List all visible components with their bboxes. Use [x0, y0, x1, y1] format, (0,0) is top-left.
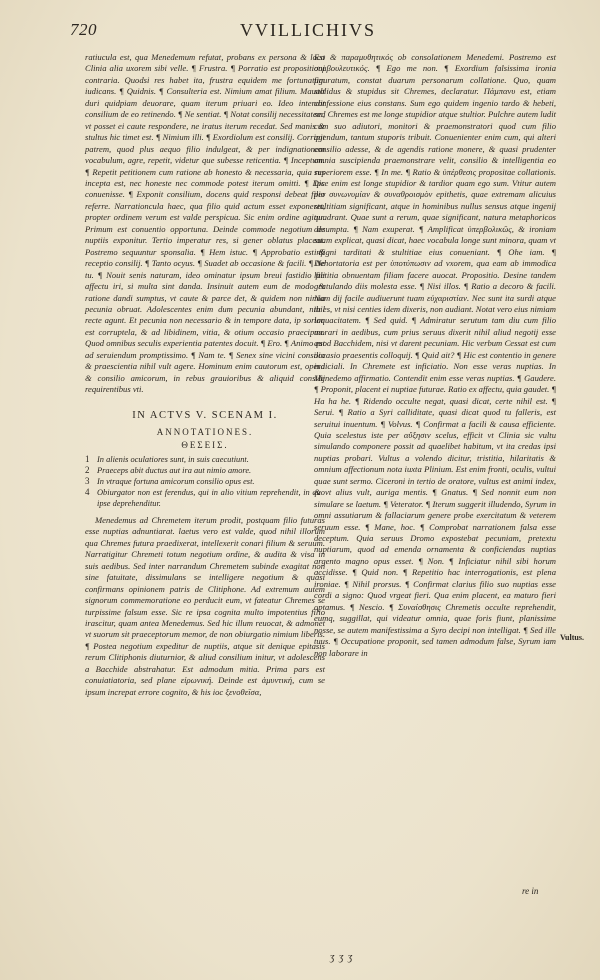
- thesis-text: Praeceps abit ductus aut ira aut nimio amore.: [97, 465, 252, 475]
- margin-note: Vultus.: [560, 633, 584, 642]
- thesis-number: 2: [85, 464, 90, 475]
- scene-commentary-paragraph: Menedemus ad Chremetem iterum prodit, postquam filio futuras esse nuptias adnuntiarat. laetus vero est valde, quod nihil illorum qua Chremes futura praedixerat, intellexerit conari filium & seruum. Narratigitur Chremeti totum negotium ordine, & audita & visa in suis aedibus. Sed inter narrandum Chremetem subinde exagitat non sine fatuitate, dissimulans se intelligere negotium & quasi confirmans opinionem patris de Clitiphone. Ad extremum autem signorum commemoratione eo perducit eum, vt fateatur Chremes se turpissime falsum esse. Sic re ipsa cognita multo impotentius filio irascitur, quam antea Menedemus. Sed hic illum reuocat, & admonet vt suorum sit praeceptorum memor, de non obiurgatio nimium liberis. ¶ Postea negotium expeditur de nuptiis, atque sit denique epitasis rerum Clitiphonis diuturnior, & aliud consilium initur, vt adolescens a Bacchide abstrahatur. Est admodum mitia. Prima pars est conuiatiatoria, sed plane εἰρωνική. Deinde est ἀμυντική, cum se ipsum increpat errore cognito, & his ioc ξενοθεῖσα,: [85, 514, 325, 697]
- thesis-item: [85, 476, 325, 487]
- page-header: [70, 20, 560, 46]
- thesis-item: [85, 487, 325, 509]
- signature-mark: ʒ ʒ ʒ: [330, 952, 354, 963]
- left-column: [85, 52, 325, 698]
- thesis-text: In alienis oculatiores sunt, in suis caecutiunt.: [97, 454, 249, 464]
- thesis-item: [85, 454, 325, 465]
- right-column: [314, 52, 556, 659]
- catchword: re in: [522, 886, 539, 896]
- annotations-heading: ANNOTATIONES.: [156, 427, 254, 438]
- thesis-number: 1: [85, 453, 90, 464]
- commentary-paragraph: ratiucula est, qua Menedemum refutat, probans ex persona & loco Clinia alia uxorem sibi velle. ¶ Frustra. ¶ Porratio est propositioni contraria. Quodsi res habet ita, frustra equidem me fortunatum iudicans. ¶ Quidnis. ¶ Consulteria est. Nimium amat filium. Mauult duri quidpiam deuorare, quam iterum priuari eo. Ideo intendit consilium de eo retinendo. ¶ Ne sentiat. ¶ Notat consilij necessitatem, vt posset ei caute respondere, ne iratus iterum recedat. Sed manis & stultus hic timet est. ¶ Nimium illi. ¶ Exordiolum est consilij. Corripit patrem, quod plus aequo filio indulgeat, & per indignationem vocabulum, agre, repetit, videtur que subesse reticentia. ¶ Inceptum. ¶ Repetit petitionem cum ratione ab honesto & necessaria, quia res incepta est, nec honeste nec commode potest iterum omitti. ¶ Dic conuenisse. ¶ Exponit consilium, docens quid responsi debeat filio referre. Narrationcula haec, qua filio quid actum esset exponeret, propter ordinem verum est valde perspicua. Sic enim ordine agitur. Primum est conuentio opportuna. Deinde commode negotium de nuptiis exponitur. Tertio imperatur res, si gener oblatus placeat. Postremo sequuntur sponsalia. ¶ Hem istuc. ¶ Approbatio est & receptio consilij. ¶ Tanto ocyus. ¶ Suadet ab occasione & facili. ¶ Ne tu. ¶ Nouit senis naturam, ideo ominatur ipsum breui fastidio fili affectu iri, si multa sint danda. Insinuit autem eum de modo & ratione dandi sumptus, vt caute & parce det, & quidem non nimia pecunia obruat. Adolescentes enim dum pecunia abundant, nihil recte agunt. Et pecunia non necessario & in tempore data, ip sorum est corruptela, & ad libidinem, vitia, & otium occasio praecipua. Quod omnibus seculis experientia patentes docuit. ¶ Ero. ¶ Animo est ad seruiendum promptissimo. ¶ Nam te. ¶ Senex sine vicini consilio & praescientia nihil vult agere. Hominum enim cautorum est, opera & consilio amicorum, in rebus grauioribus & aliquid consilij requirentibus vti.: [85, 52, 325, 395]
- theses-heading: ΘΕΣΕΙΣ.: [181, 439, 229, 450]
- commentary-paragraph: Est & παραμυθητικός ob consolationem Menedemi. Postremo est συμβουλευτικός. ¶ Ego me non. ¶ Exordium falsissima ironia figuratum, constat duarum personarum collatione. Quo, quam stolidus & stupidus sit Chremes, declaratur. Πάμπανυ est, etiam confessione eius constans. Sum ego quidem ingenio tardo & hebeti, sed Chremes est me longe stupidior atque stultior. Pulchre autem ludit cum suo adiutori, monitori & praemonstratori quod cum filio agendum, tantum stuporis tribuit. Conuenienter enim cum, qui alteri consilio adesse, & de agendis ratione monere, & quasi prudenter omnia suscipienda praemonstrare velit, consilio & intelligentia eo superiorem esse. ¶ In me. ¶ Ratio & ὑπέρθεσις propositae collationis. Ipse enim est longe stupidior & tardior quam ego sum. Vtitur autem per συνωνυμίαν & συναθροισμὸν epithetis, quae extremam alicuius stultitiam significant, atque in hominibus nullus sensus atque ingenij quadrant. Quae sunt a rerum, quae significant, natura metaphoricos desumpta. ¶ Nam exuperat. ¶ Amplificat ὑπερβολικῶς, & ironiam suam explicat, quasi dicat, haec vocabula longe sunt minora, quam vt infigni tarditati & stultitiae eius conueniant. ¶ Ohe iam. ¶ Dehortatoria est per ὑποτύπωσιν ad vxorem, qua eam ab immodica laetitia obnuentam filiam facere auocat. Propositio. Desine tandem gratulando diis molesta esse. ¶ Nisi illos. ¶ Ratio a decoro & facili. Nam dij facile audiuerunt tuam εὐχαριστίαν. Nec sunt ita surdi atque tu es, vt nisi centies idem dixeris, non audiant. Notat vero eius nimiam loquacitatem. ¶ Sed quid. ¶ Admiratur serutum tam diu cum filio morari in aedibus, cum prius seruus dixerit nihil aliud negotij esse quod Bacchidem, nisi vt darent pecuniam. Hic verbum Cessat est cum occasio praesentis colloquij. ¶ Quid ait? ¶ Hic est contentio in genere iudiciali. In Chremete est inficiatio. Non esse veras nuptias. In Menedemo affirmatio. Contendit enim esse veras nuptias. ¶ Gaudere. ¶ Proponit, placent ei nuptiae futurae. Ratio ex affectu, quia gaudet. ¶ Ha ha he. ¶ Ridendo occulte negat, quasi dicat, certe nihil est. ¶ Serui. ¶ Ratio a Syri calliditate, quasi dicat quod tu falleris, est seruitui inuentum. ¶ Volvus. ¶ Confirmat a facili & causa efficiente. Quia scelestus iste per αὔξησιν scelus, efficit vt Clinia sic vultu simulando componere possit ad quaelibet habitum, vt ita credas ipsi nuptias probari. Vultus a volendo dicitur, tristitia, hilaritatis & omnium affectionum nota iuxta Plinium. Est enim fronti, oculis, vultui quae sunt sermo. Ciceroni in tertio de oratore, vultus est animi index, & vt alius vult, auriga mentis. ¶ Gnatus. ¶ Sed nonnit eum non simulare se laetum. ¶ Veterator. ¶ Iterum suggerit illudendo, Syrum in omni assutiarum & fallaciarum genere probe exercitatum & veterem seruum esse. ¶ Mane, hoc. ¶ Comprobat narrationem falsa esse deceptum. Quia seruus Dromo expostebat pecuniam, pretextu nuptiarum, quod ad emenda ornamenta & conficiendas nuptias argento magno opus esset. ¶ Non. ¶ Inficiatur nihil sibi horum accidisse. ¶ Quid non. ¶ Repetitio hac interrogationis, est plena ironiae. ¶ Nihil prorsus. ¶ Confirmat clarius filio suo nuptias esse cordi a signo: Quod vrgeat fieri. Qua enim placent, ea maturo fieri optamus. ¶ Nescio. ¶ Συναίσθησις Chremetis occulte reprehendit, eumq, suggillat, qui videatur omnia, quae foris fiunt, planissime nosse, se autem manifestissima a Syro decipi non intelligat. ¶ Sed ille tuus. ¶ Occupatione proponit, sed tamen admodum false, Syrum iam non laborare in: [314, 52, 556, 658]
- thesis-text: Obiurgator non est ferendus, qui in alio vitium reprehendit, in quo ipse deprehenditur.: [97, 487, 325, 508]
- thesis-text: In vtraque fortuna amicorum consilio opus est.: [97, 476, 255, 486]
- scene-heading: IN ACTVS V. SCENAM I.: [132, 409, 278, 421]
- theses-list: [85, 454, 325, 509]
- page-number: 720: [70, 20, 97, 39]
- thesis-number: 4: [85, 486, 90, 497]
- thesis-item: [85, 465, 325, 476]
- running-head: VVILLICHIVS: [240, 20, 376, 40]
- thesis-number: 3: [85, 475, 90, 486]
